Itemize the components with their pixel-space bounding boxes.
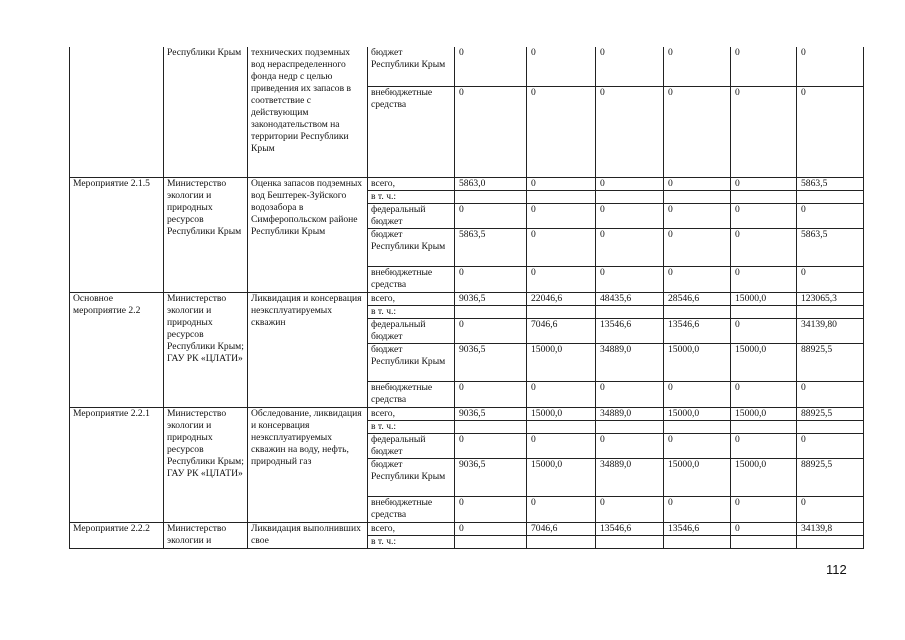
amount-cell: 0 xyxy=(455,266,527,292)
amount-cell: 13546,6 xyxy=(596,522,664,535)
amount-cell: 0 xyxy=(596,496,664,522)
table-row xyxy=(70,47,864,86)
table-row xyxy=(70,522,864,535)
amount-cell: 0 xyxy=(664,381,731,407)
amount-cell: 0 xyxy=(455,381,527,407)
amount-cell: 88925,5 xyxy=(797,407,864,420)
amount-cell: 0 xyxy=(527,433,596,458)
amount-cell: 0 xyxy=(596,266,664,292)
activity-description-cell: Ликвидация и консервация неэксплуатируемых скважин xyxy=(248,292,368,407)
amount-cell: 0 xyxy=(527,177,596,190)
funding-source-cell: в т. ч.: xyxy=(368,190,455,203)
amount-cell: 0 xyxy=(797,47,864,86)
amount-cell: 88925,5 xyxy=(797,458,864,496)
amount-cell: 0 xyxy=(664,433,731,458)
amount-cell: 34139,8 xyxy=(797,522,864,535)
amount-cell xyxy=(797,420,864,433)
amount-cell: 0 xyxy=(664,266,731,292)
amount-cell: 0 xyxy=(455,203,527,228)
amount-cell xyxy=(596,535,664,548)
amount-cell xyxy=(527,535,596,548)
executor-cell: Министерство экологии и природных ресурсов Республики Крым; ГАУ РК «ЦЛАТИ» xyxy=(164,407,248,522)
amount-cell: 0 xyxy=(664,496,731,522)
amount-cell: 13546,6 xyxy=(664,522,731,535)
amount-cell: 0 xyxy=(731,266,797,292)
amount-cell: 15000,0 xyxy=(527,407,596,420)
amount-cell: 0 xyxy=(731,47,797,86)
amount-cell: 0 xyxy=(797,86,864,177)
amount-cell xyxy=(731,305,797,318)
activity-description-cell: Ликвидация выполнивших свое xyxy=(248,522,368,548)
funding-source-cell: в т. ч.: xyxy=(368,535,455,548)
amount-cell: 0 xyxy=(731,177,797,190)
page-number: 112 xyxy=(826,562,847,577)
amount-cell: 5863,5 xyxy=(455,228,527,266)
funding-source-cell: внебюджетные средства xyxy=(368,266,455,292)
amount-cell: 0 xyxy=(731,522,797,535)
executor-cell: Министерство экологии и природных ресурсов Республики Крым; ГАУ РК «ЦЛАТИ» xyxy=(164,292,248,407)
activity-name-cell xyxy=(70,47,164,177)
amount-cell: 0 xyxy=(596,177,664,190)
amount-cell xyxy=(731,190,797,203)
table-row xyxy=(70,407,864,420)
amount-cell: 0 xyxy=(596,203,664,228)
funding-source-cell: федеральный бюджет xyxy=(368,203,455,228)
amount-cell: 0 xyxy=(731,318,797,343)
amount-cell: 5863,5 xyxy=(797,228,864,266)
amount-cell: 34889,0 xyxy=(596,343,664,381)
amount-cell: 0 xyxy=(527,86,596,177)
funding-source-cell: всего, xyxy=(368,292,455,305)
amount-cell: 0 xyxy=(596,47,664,86)
amount-cell: 15000,0 xyxy=(664,407,731,420)
activity-description-cell: Обследование, ликвидация и консервация неэксплуатируемых скважин на воду, нефть, природный газ xyxy=(248,407,368,522)
funding-source-cell: всего, xyxy=(368,407,455,420)
amount-cell: 9036,5 xyxy=(455,458,527,496)
amount-cell: 0 xyxy=(596,433,664,458)
amount-cell xyxy=(527,420,596,433)
amount-cell: 0 xyxy=(527,266,596,292)
funding-source-cell: в т. ч.: xyxy=(368,305,455,318)
amount-cell: 0 xyxy=(797,381,864,407)
amount-cell: 0 xyxy=(455,86,527,177)
table-row xyxy=(70,292,864,305)
amount-cell: 9036,5 xyxy=(455,343,527,381)
amount-cell: 0 xyxy=(797,266,864,292)
amount-cell: 15000,0 xyxy=(731,458,797,496)
amount-cell: 0 xyxy=(797,496,864,522)
amount-cell: 0 xyxy=(731,228,797,266)
amount-cell: 0 xyxy=(527,381,596,407)
amount-cell: 0 xyxy=(731,203,797,228)
amount-cell: 15000,0 xyxy=(527,343,596,381)
amount-cell: 15000,0 xyxy=(664,458,731,496)
funding-source-cell: федеральный бюджет xyxy=(368,318,455,343)
amount-cell: 0 xyxy=(664,86,731,177)
amount-cell xyxy=(664,190,731,203)
amount-cell: 88925,5 xyxy=(797,343,864,381)
amount-cell: 0 xyxy=(664,203,731,228)
amount-cell: 0 xyxy=(664,47,731,86)
table-row xyxy=(70,177,864,190)
amount-cell: 0 xyxy=(664,177,731,190)
amount-cell xyxy=(455,190,527,203)
amount-cell: 0 xyxy=(455,522,527,535)
amount-cell: 9036,5 xyxy=(455,407,527,420)
funding-source-cell: внебюджетные средства xyxy=(368,496,455,522)
table-body xyxy=(70,47,864,548)
amount-cell: 123065,3 xyxy=(797,292,864,305)
amount-cell xyxy=(455,535,527,548)
amount-cell xyxy=(527,305,596,318)
amount-cell xyxy=(596,420,664,433)
amount-cell: 0 xyxy=(455,496,527,522)
funding-source-cell: всего, xyxy=(368,177,455,190)
amount-cell: 15000,0 xyxy=(731,343,797,381)
amount-cell: 5863,0 xyxy=(455,177,527,190)
amount-cell xyxy=(664,420,731,433)
amount-cell: 15000,0 xyxy=(664,343,731,381)
activity-name-cell: Мероприятие 2.1.5 xyxy=(70,177,164,292)
amount-cell: 13546,6 xyxy=(664,318,731,343)
amount-cell xyxy=(596,190,664,203)
amount-cell xyxy=(455,420,527,433)
amount-cell: 0 xyxy=(731,433,797,458)
funding-source-cell: всего, xyxy=(368,522,455,535)
funding-source-cell: бюджет Республики Крым xyxy=(368,47,455,86)
amount-cell xyxy=(455,305,527,318)
budget-table xyxy=(69,47,864,549)
amount-cell xyxy=(731,420,797,433)
amount-cell: 0 xyxy=(527,496,596,522)
activity-name-cell: Мероприятие 2.2.2 xyxy=(70,522,164,548)
amount-cell: 7046,6 xyxy=(527,522,596,535)
amount-cell: 0 xyxy=(527,228,596,266)
amount-cell: 0 xyxy=(797,433,864,458)
amount-cell: 0 xyxy=(731,381,797,407)
amount-cell: 34889,0 xyxy=(596,458,664,496)
funding-source-cell: бюджет Республики Крым xyxy=(368,458,455,496)
amount-cell: 15000,0 xyxy=(731,407,797,420)
activity-description-cell: Оценка запасов подземных вод Бештерек-Зуйского водозабора в Симферопольском районе Республики Крым xyxy=(248,177,368,292)
amount-cell: 0 xyxy=(596,381,664,407)
amount-cell: 0 xyxy=(596,228,664,266)
activity-name-cell: Основное мероприятие 2.2 xyxy=(70,292,164,407)
amount-cell: 9036,5 xyxy=(455,292,527,305)
funding-source-cell: внебюджетные средства xyxy=(368,86,455,177)
amount-cell: 0 xyxy=(455,318,527,343)
amount-cell: 0 xyxy=(664,228,731,266)
funding-source-cell: бюджет Республики Крым xyxy=(368,228,455,266)
amount-cell: 0 xyxy=(527,203,596,228)
amount-cell: 0 xyxy=(527,47,596,86)
amount-cell: 5863,5 xyxy=(797,177,864,190)
executor-cell: Министерство экологии и xyxy=(164,522,248,548)
amount-cell: 13546,6 xyxy=(596,318,664,343)
amount-cell xyxy=(527,190,596,203)
amount-cell: 48435,6 xyxy=(596,292,664,305)
amount-cell: 0 xyxy=(731,496,797,522)
amount-cell: 0 xyxy=(455,47,527,86)
amount-cell: 0 xyxy=(731,86,797,177)
activity-description-cell: технических подземных вод нераспределенного фонда недр с целью приведения их запасов в соответствие с действующим законодательством на территории Республики Крым xyxy=(248,47,368,177)
executor-cell: Республики Крым xyxy=(164,47,248,177)
amount-cell: 0 xyxy=(596,86,664,177)
amount-cell: 34139,80 xyxy=(797,318,864,343)
amount-cell: 15000,0 xyxy=(731,292,797,305)
amount-cell xyxy=(664,305,731,318)
amount-cell: 0 xyxy=(455,433,527,458)
funding-source-cell: в т. ч.: xyxy=(368,420,455,433)
amount-cell xyxy=(797,190,864,203)
amount-cell xyxy=(797,305,864,318)
funding-source-cell: бюджет Республики Крым xyxy=(368,343,455,381)
amount-cell xyxy=(797,535,864,548)
executor-cell: Министерство экологии и природных ресурсов Республики Крым xyxy=(164,177,248,292)
amount-cell: 15000,0 xyxy=(527,458,596,496)
amount-cell xyxy=(731,535,797,548)
funding-source-cell: внебюджетные средства xyxy=(368,381,455,407)
funding-source-cell: федеральный бюджет xyxy=(368,433,455,458)
amount-cell: 7046,6 xyxy=(527,318,596,343)
activity-name-cell: Мероприятие 2.2.1 xyxy=(70,407,164,522)
amount-cell: 0 xyxy=(797,203,864,228)
amount-cell xyxy=(664,535,731,548)
amount-cell xyxy=(596,305,664,318)
amount-cell: 28546,6 xyxy=(664,292,731,305)
amount-cell: 22046,6 xyxy=(527,292,596,305)
amount-cell: 34889,0 xyxy=(596,407,664,420)
